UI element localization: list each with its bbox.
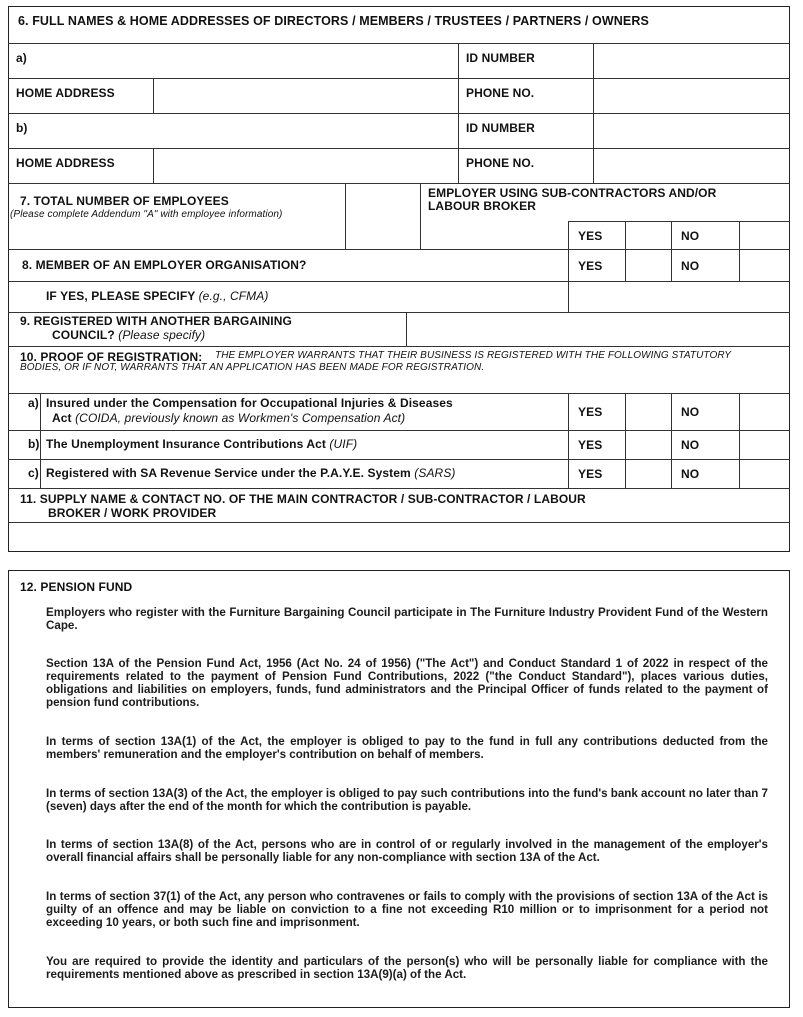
- uif-no-label: NO: [681, 438, 700, 452]
- section9-note: (Please specify): [118, 328, 206, 342]
- section10-a-text1: Insured under the Compensation for Occupational Injuries & Diseases: [46, 396, 453, 410]
- divider: [153, 78, 154, 113]
- section10-a-act: Act: [52, 411, 72, 425]
- divider: [625, 393, 626, 488]
- divider: [406, 312, 407, 346]
- employee-count-field[interactable]: [346, 184, 418, 249]
- section10-a-label: a): [28, 396, 39, 410]
- divider: [593, 43, 594, 183]
- home-address-label-b: HOME ADDRESS: [16, 156, 115, 170]
- divider: [671, 393, 672, 488]
- org-no-box[interactable]: [740, 250, 788, 280]
- uif-yes-label: YES: [578, 438, 603, 452]
- pension-paragraph: In terms of section 13A(3) of the Act, the employer is obliged to pay such contributions into the fund's bank account no later than 7 (seven) days after the end of the month for which the contribution is payable.: [46, 787, 768, 813]
- pension-paragraph: You are required to provide the identity and particulars of the person(s) who will be personally liable for compliance with the requirements mentioned above as prescribed in section 13A(9)(a) of the Act.: [46, 955, 768, 981]
- section10-b-text: [46, 437, 357, 451]
- contractor-details-field[interactable]: [10, 523, 788, 550]
- id-number-label-b: ID NUMBER: [466, 121, 535, 135]
- section10-a-note: (COIDA, previously known as Workmen's Compensation Act): [75, 411, 406, 425]
- home-address-label-a: HOME ADDRESS: [16, 86, 115, 100]
- org-yes-label: YES: [578, 259, 603, 273]
- section10-c-label: c): [28, 466, 39, 480]
- divider: [8, 346, 790, 347]
- director-b-label: b): [16, 121, 28, 135]
- subcontractor-no-label: NO: [681, 229, 700, 243]
- divider: [8, 393, 790, 394]
- org-specify-text: IF YES, PLEASE SPECIFY: [46, 289, 196, 303]
- director-a-phone-field[interactable]: [594, 79, 788, 112]
- section10-b-act: The Unemployment Insurance Contributions Act: [46, 437, 326, 451]
- director-a-label: a): [16, 51, 27, 65]
- divider: [458, 43, 459, 183]
- section10-b-label: b): [28, 437, 40, 451]
- pension-paragraph: In terms of section 37(1) of the Act, any person who contravenes or fails to comply with the provisions of section 13A of the Act is guilty of an offence and may be liable on conviction to a fine not exceeding R10 million or to imprisonment for a period not exceeding 10 years, or both such fine and imprisonment.: [46, 890, 768, 929]
- sars-yes-label: YES: [578, 467, 603, 481]
- uif-yes-box[interactable]: [626, 431, 670, 458]
- section7-note: (Please complete Addendum "A" with employee information): [10, 209, 283, 220]
- phone-label-b: PHONE NO.: [466, 156, 535, 170]
- coida-no-label: NO: [681, 405, 700, 419]
- id-number-label-a: ID NUMBER: [466, 51, 535, 65]
- org-specify-label: [46, 289, 268, 303]
- sars-yes-box[interactable]: [626, 460, 670, 487]
- coida-yes-label: YES: [578, 405, 603, 419]
- section10-title: 10. PROOF OF REGISTRATION:: [20, 350, 203, 364]
- pension-paragraph: Employers who register with the Furniture Bargaining Council participate in The Furniture Industry Provident Fund of the Western Cape.: [46, 606, 768, 632]
- director-a-id-field[interactable]: [594, 44, 788, 77]
- section11-title-line1: 11. SUPPLY NAME & CONTACT NO. OF THE MAIN CONTRACTOR / SUB-CONTRACTOR / LABOUR: [20, 492, 586, 506]
- divider: [345, 183, 346, 249]
- subcontractor-yes-label: YES: [578, 229, 603, 243]
- uif-no-box[interactable]: [740, 431, 788, 458]
- divider: [8, 430, 790, 431]
- divider: [568, 221, 569, 312]
- sars-no-box[interactable]: [740, 460, 788, 487]
- section10-intro: THE EMPLOYER WARRANTS THAT THEIR BUSINESS IS REGISTERED WITH THE FOLLOWING STATUTORY BODIES, OR IF NOT, WARRANTS THAT AN APPLICATION HAS BEEN MADE FOR REGISTRATION.: [20, 350, 731, 373]
- pension-paragraph: In terms of section 13A(8) of the Act, persons who are in control of or regularly involved in the management of the employer's overall financial affairs shall be personally liable for any non-compliance with section 13A of the Act.: [46, 838, 768, 864]
- director-b-name-field[interactable]: [30, 114, 458, 147]
- employer-using-label: EMPLOYER USING SUB-CONTRACTORS AND/OR LABOUR BROKER: [428, 186, 717, 213]
- sars-no-label: NO: [681, 467, 700, 481]
- org-specify-example: (e.g., CFMA): [198, 289, 269, 303]
- subcontractor-no-box[interactable]: [740, 222, 788, 248]
- section6-title: 6. FULL NAMES & HOME ADDRESSES OF DIRECTORS / MEMBERS / TRUSTEES / PARTNERS / OWNERS: [18, 14, 649, 28]
- divider: [671, 221, 672, 281]
- divider: [40, 393, 41, 488]
- section8-title: 8. MEMBER OF AN EMPLOYER ORGANISATION?: [22, 258, 307, 272]
- org-specify-field[interactable]: [569, 282, 788, 311]
- divider: [739, 221, 740, 281]
- section10-c-text: [46, 466, 456, 480]
- pension-paragraph: Section 13A of the Pension Fund Act, 1956 (Act No. 24 of 1956) ("The Act") and Conduct Standard 1 of 2022 in respect of the requirements related to the payment of Pension Fund Contributions, 2022 ("the Conduct Standard"), places various duties, obligations and liabilities on employers, funds, fund administrators and the Principal Officer of funds related to the payment of pension fund contributions.: [46, 657, 768, 709]
- org-yes-box[interactable]: [626, 250, 670, 280]
- section9-title-line2: [52, 328, 205, 342]
- bargaining-council-field[interactable]: [408, 313, 788, 345]
- director-b-address-field[interactable]: [154, 149, 458, 182]
- divider: [8, 488, 790, 489]
- section9-question: COUNCIL?: [52, 328, 115, 342]
- section10-a-text2: [52, 411, 405, 425]
- pension-paragraph: In terms of section 13A(1) of the Act, the employer is obliged to pay to the fund in full any contributions deducted from the members' remuneration and the employer's contribution on behalf of members.: [46, 735, 768, 761]
- section10-b-note: (UIF): [329, 437, 358, 451]
- subcontractor-yes-box[interactable]: [626, 222, 670, 248]
- director-b-id-field[interactable]: [594, 114, 788, 147]
- phone-label-a: PHONE NO.: [466, 86, 535, 100]
- divider: [625, 221, 626, 281]
- section10-c-act: Registered with SA Revenue Service under the P.A.Y.E. System: [46, 466, 411, 480]
- divider: [153, 148, 154, 183]
- director-a-address-field[interactable]: [154, 79, 458, 112]
- org-no-label: NO: [681, 259, 700, 273]
- director-b-phone-field[interactable]: [594, 149, 788, 182]
- divider: [739, 393, 740, 488]
- section11-title-line2: BROKER / WORK PROVIDER: [48, 506, 217, 520]
- coida-no-box[interactable]: [740, 394, 788, 429]
- section12-title: 12. PENSION FUND: [20, 580, 133, 594]
- coida-yes-box[interactable]: [626, 394, 670, 429]
- director-a-name-field[interactable]: [30, 44, 458, 77]
- section9-title-line1: 9. REGISTERED WITH ANOTHER BARGAINING: [20, 314, 292, 328]
- divider: [8, 459, 790, 460]
- section10-c-note: (SARS): [414, 466, 456, 480]
- divider: [420, 183, 421, 249]
- section7-title: 7. TOTAL NUMBER OF EMPLOYEES: [20, 194, 229, 208]
- divider: [568, 393, 569, 488]
- divider: [8, 249, 790, 250]
